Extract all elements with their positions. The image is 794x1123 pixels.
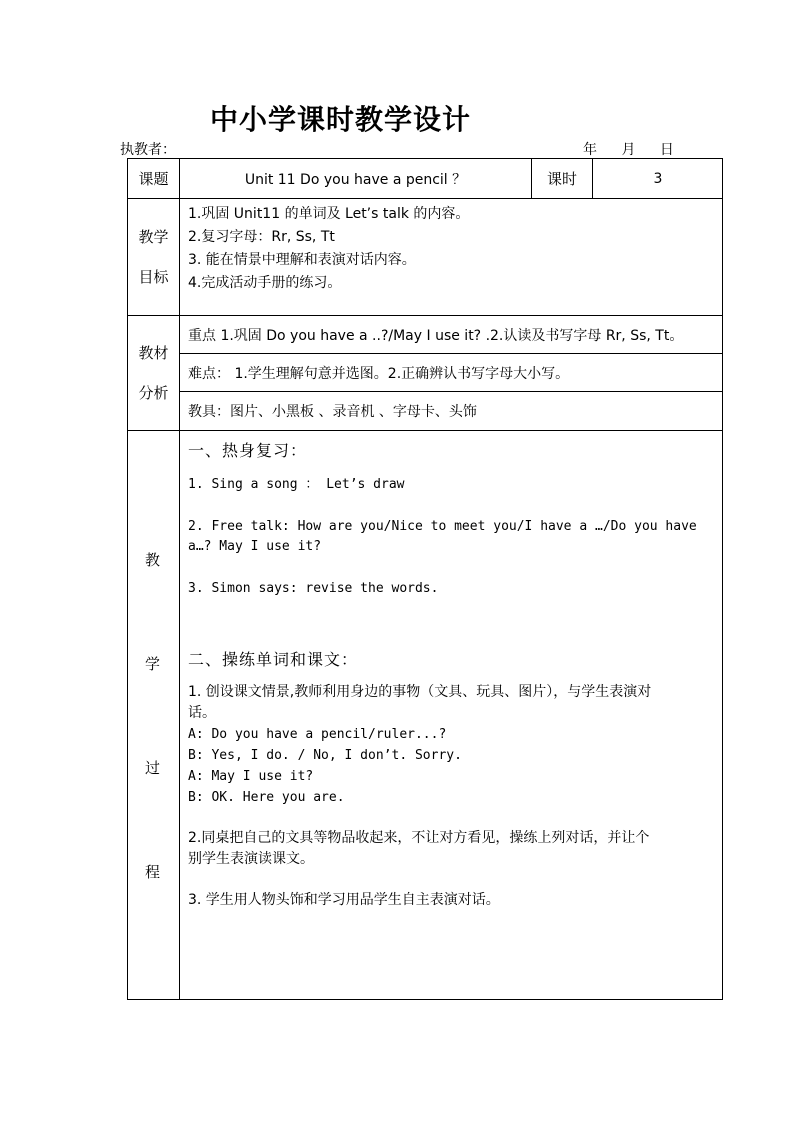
warmup-item: 3. Simon says: revise the words. xyxy=(188,581,439,596)
date-fields xyxy=(583,139,694,159)
teacher-label: 执教者： xyxy=(120,142,176,158)
process-label-char: 程 xyxy=(145,863,161,881)
process-label-char: 学 xyxy=(145,655,161,673)
lesson-plan-table xyxy=(127,158,723,1000)
section2-heading: 二、操练单词和课文： xyxy=(188,650,359,669)
topic-label: 课题 xyxy=(127,158,179,198)
practice-item: 话。 xyxy=(188,705,216,721)
dialog-line: A: Do you have a pencil/ruler...? xyxy=(188,727,447,742)
date-year-label: 年 xyxy=(583,142,597,158)
practice-item: 1. 创设课文情景,教师利用身边的事物（文具、玩具、图片），与学生表演对 xyxy=(188,684,652,700)
practice-item: 别学生表演读课文。 xyxy=(188,851,314,867)
analysis-label-line: 分析 xyxy=(138,384,169,402)
objectives-content xyxy=(179,198,723,315)
objective-item: 2.复习字母：Rr, Ss, Tt xyxy=(188,229,335,245)
process-label-char: 过 xyxy=(145,759,161,777)
objectives-label xyxy=(127,198,179,315)
topic-value: Unit 11 Do you have a pencil ？ xyxy=(179,158,531,198)
dialog-line: B: OK. Here you are. xyxy=(188,790,345,805)
dialog-line: B: Yes, I do. / No, I don’t. Sorry. xyxy=(188,748,462,763)
date-month-label: 月 xyxy=(621,142,636,158)
hours-value: 3 xyxy=(592,158,723,198)
process-label xyxy=(127,430,179,1000)
objective-item: 3. 能在情景中理解和表演对话内容。 xyxy=(188,252,416,268)
practice-item: 3. 学生用人物头饰和学习用品学生自主表演对话。 xyxy=(188,892,500,908)
dialog-line: A: May I use it? xyxy=(188,769,314,784)
key-points: 重点 1.巩固 Do you have a ..?/May I use it? .2.认读及书写字母 Rr, Ss, Tt。 xyxy=(179,315,723,353)
warmup-item: a…? May I use it? xyxy=(188,539,322,554)
analysis-label-line: 教材 xyxy=(138,344,169,362)
page-title: 中小学课时教学设计 xyxy=(210,103,472,136)
objective-item: 1.巩固 Unit11 的单词及 Let’s talk 的内容。 xyxy=(188,206,470,222)
teaching-aids: 教具：图片、小黑板 、录音机 、字母卡、头饰 xyxy=(179,391,723,430)
hours-label: 课时 xyxy=(531,158,592,198)
practice-item: 2.同桌把自己的文具等物品收起来，不让对方看见，操练上列对话，并让个 xyxy=(188,830,650,846)
analysis-label xyxy=(127,315,179,430)
difficulties: 难点： 1.学生理解句意并选图。2.正确辨认书写字母大小写。 xyxy=(179,353,723,391)
objectives-label-line: 教学 xyxy=(138,228,169,246)
warmup-item: 2. Free talk: How are you/Nice to meet you/I have a …/Do you have xyxy=(188,519,697,534)
section1-heading: 一、热身复习： xyxy=(188,441,308,460)
objective-item: 4.完成活动手册的练习。 xyxy=(188,275,342,291)
objectives-label-line: 目标 xyxy=(138,268,169,286)
warmup-item: 1. Sing a song ： Let’s draw xyxy=(188,477,405,492)
date-day-label: 日 xyxy=(659,142,674,158)
process-label-char: 教 xyxy=(145,551,161,569)
process-content xyxy=(179,430,723,1000)
